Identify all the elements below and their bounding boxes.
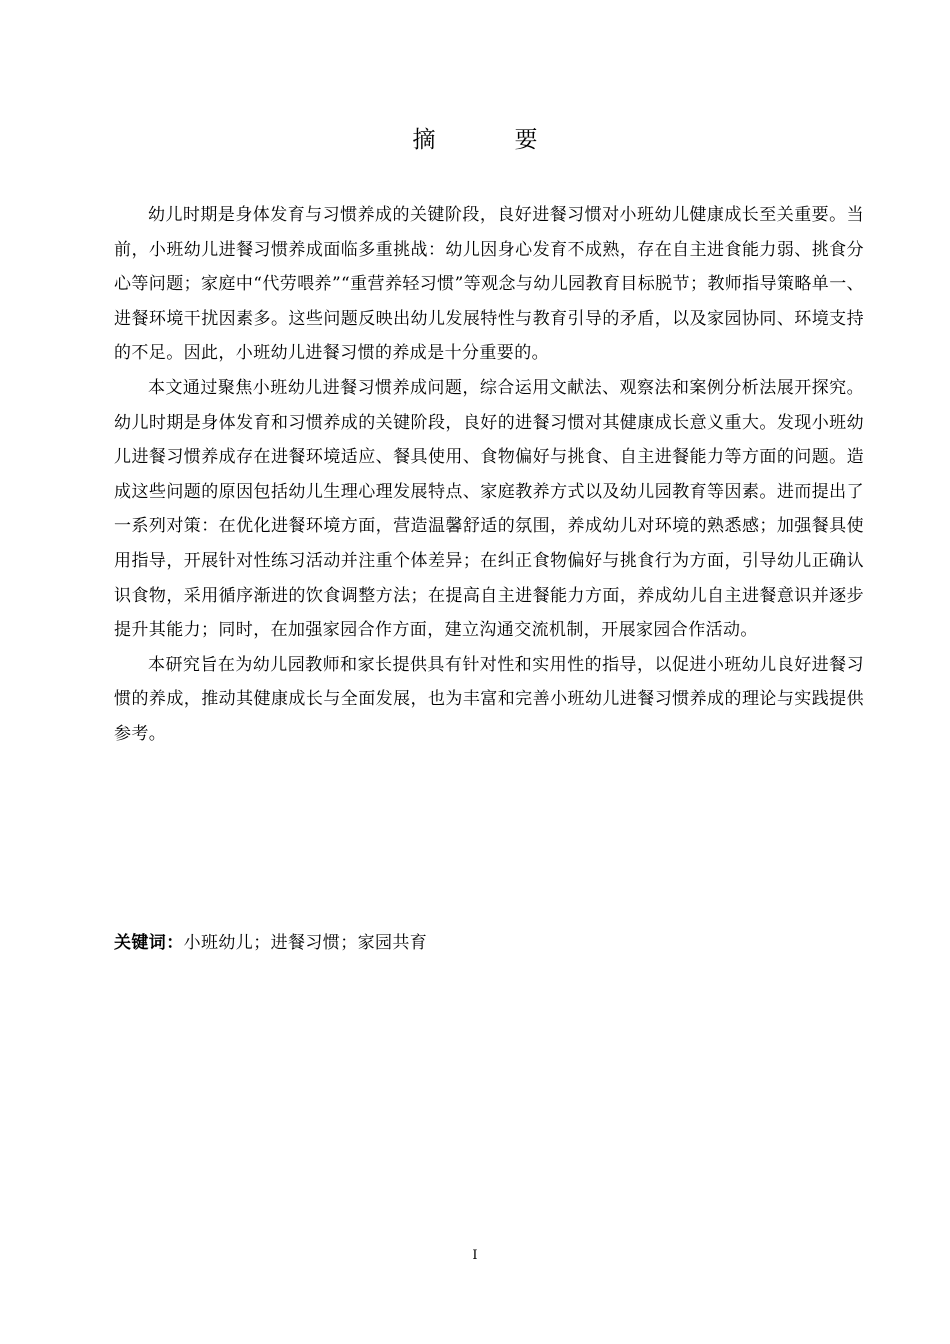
page-number: I (472, 1248, 478, 1263)
page-title: 摘 要 (412, 127, 566, 153)
abstract-body (114, 198, 864, 752)
abstract-paragraph-1: 幼儿时期是身体发育与习惯养成的关键阶段，良好进餐习惯对小班幼儿健康成长至关重要。当前，小班幼儿进餐习惯养成面临多重挑战：幼儿因身心发育不成熟，存在自主进食能力弱、挑食分心等问题；家庭中“代劳喂养”“重营养轻习惯”等观念与幼儿园教育目标脱节；教师指导策略单一、进餐环境干扰因素多。这些问题反映出幼儿发展特性与教育引导的矛盾，以及家园协同、环境支持的不足。因此，小班幼儿进餐习惯的养成是十分重要的。 (114, 205, 864, 364)
abstract-paragraph-3: 本研究旨在为幼儿园教师和家长提供具有针对性和实用性的指导，以促进小班幼儿良好进餐习惯的养成，推动其健康成长与全面发展，也为丰富和完善小班幼儿进餐习惯养成的理论与实践提供参考。 (114, 654, 864, 744)
keywords-line (114, 928, 864, 958)
abstract-paragraph-2: 本文通过聚焦小班幼儿进餐习惯养成问题，综合运用文献法、观察法和案例分析法展开探究。幼儿时期是身体发育和习惯养成的关键阶段，良好的进餐习惯对其健康成长意义重大。发现小班幼儿进餐习惯养成存在进餐环境适应、餐具使用、食物偏好与挑食、自主进餐能力等方面的问题。造成这些问题的原因包括幼儿生理心理发展特点、家庭教养方式以及幼儿园教育等因素。进而提出了一系列对策：在优化进餐环境方面，营造温馨舒适的氛围，养成幼儿对环境的熟悉感；加强餐具使用指导，开展针对性练习活动并注重个体差异；在纠正食物偏好与挑食行为方面，引导幼儿正确认识食物，采用循序渐进的饮食调整方法；在提高自主进餐能力方面，养成幼儿自主进餐意识并逐步提升其能力；同时，在加强家园合作方面，建立沟通交流机制，开展家园合作活动。 (114, 377, 864, 641)
keywords-label: 关键词： (114, 933, 184, 953)
keywords-text: 小班幼儿；进餐习惯；家园共育 (183, 933, 428, 953)
